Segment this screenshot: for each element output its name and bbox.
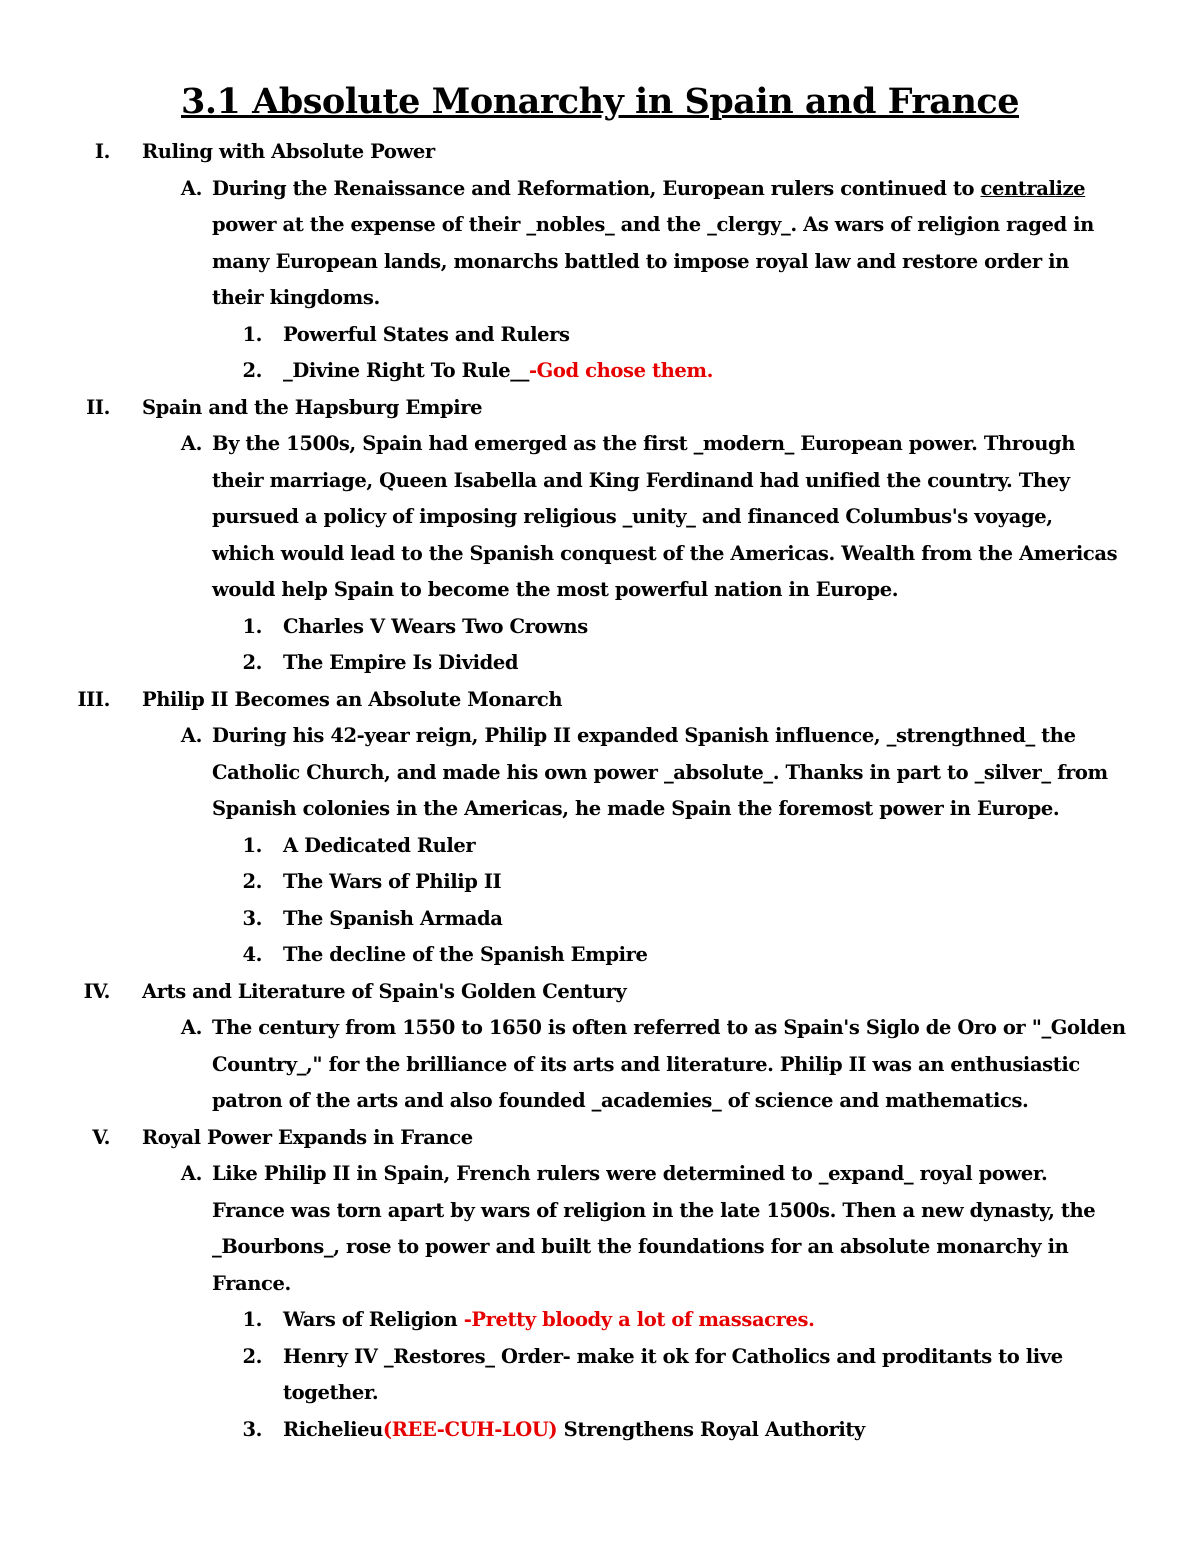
subitem-number: 1. — [242, 614, 262, 638]
section-heading: Royal Power Expands in France — [142, 1125, 473, 1149]
item-text-line — [212, 171, 1085, 208]
subitem-number: 4. — [242, 943, 262, 966]
item-text-line — [212, 207, 1094, 244]
item-text: their kingdoms. — [212, 286, 380, 309]
subitem-text — [283, 864, 501, 901]
subitem-label: The Spanish Armada — [283, 906, 503, 930]
item-text-line — [212, 791, 1059, 828]
item-text: France was torn apart by wars of religion in the late 1500s. Then a new dynasty, the — [212, 1198, 1096, 1222]
item-text: Like Philip II in Spain, French rulers were determined to _expand_ royal power. — [212, 1162, 1048, 1185]
item-text: The century from 1550 to 1650 is often referred to as Spain's Siglo de Oro or "_Golden — [212, 1016, 1126, 1039]
item-text-line — [212, 1010, 1126, 1047]
subitem-number: 3. — [242, 906, 262, 930]
subitem-label: Wars of Religion — [283, 1308, 464, 1331]
item-text-line — [212, 1266, 291, 1303]
subitem-label: _Divine Right To Rule__ — [283, 359, 529, 382]
subitem-text — [283, 828, 475, 865]
subitem-text — [283, 317, 570, 354]
section-numeral: V. — [92, 1125, 110, 1149]
subitem-continuation: together. — [283, 1381, 379, 1404]
subitem-text — [283, 1339, 1063, 1376]
subitem-number: 2. — [242, 870, 262, 893]
item-text: During the Renaissance and Reformation, European rulers continued to — [212, 176, 981, 200]
item-letter: A. — [180, 724, 202, 747]
item-text-line — [212, 1083, 1028, 1120]
subitem-label: Powerful States and Rulers — [283, 322, 570, 346]
item-text: their marriage, Queen Isabella and King Ferdinand had unified the country. They — [212, 468, 1070, 492]
item-text: _Bourbons_, rose to power and built the foundations for an absolute monarchy in — [212, 1235, 1069, 1258]
subitem-text — [283, 937, 647, 974]
item-text-line — [212, 1229, 1068, 1266]
item-text: patron of the arts and also founded _academies_ of science and mathematics. — [212, 1089, 1029, 1112]
red-note: -God chose them. — [528, 359, 713, 382]
section-numeral: III. — [77, 687, 110, 711]
subitem-label: Henry IV _Restores_ Order- make it ok for Catholics and proditants to live — [283, 1344, 1063, 1368]
red-note: (REE-CUH-LOU) — [382, 1417, 558, 1441]
section-numeral: IV. — [83, 979, 110, 1003]
subitem-label: Charles V Wears Two Crowns — [283, 614, 588, 638]
item-text: pursued a policy of imposing religious _unity_ and financed Columbus's voyage, — [212, 505, 1053, 528]
subitem-text — [283, 1412, 865, 1449]
subitem-number: 2. — [242, 359, 262, 382]
item-text-line — [212, 499, 1053, 536]
item-text-line — [212, 755, 1108, 792]
subitem-label: The Empire Is Divided — [283, 651, 519, 674]
subitem-number: 1. — [242, 1308, 262, 1331]
item-text: many European lands, monarchs battled to impose royal law and restore order in — [212, 249, 1069, 273]
item-text-line — [212, 244, 1069, 281]
item-text-line — [212, 572, 898, 609]
item-text-line — [212, 1047, 1080, 1084]
section-numeral: I. — [94, 140, 110, 163]
item-text-line — [212, 536, 1117, 573]
subitem-label: The decline of the Spanish Empire — [283, 943, 648, 966]
section-numeral: II. — [86, 395, 110, 419]
underlined-term: centralize — [980, 176, 1086, 200]
item-text: Catholic Church, and made his own power _absolute_. Thanks in part to _silver_ from — [212, 760, 1108, 784]
item-text-line — [212, 718, 1076, 755]
item-letter: A. — [180, 432, 202, 455]
item-text-line — [212, 1156, 1047, 1193]
section-heading: Philip II Becomes an Absolute Monarch — [142, 687, 563, 711]
subitem-label: Richelieu — [283, 1417, 383, 1441]
subitem-text — [283, 1302, 815, 1339]
page-title: 3.1 Absolute Monarchy in Spain and France — [181, 81, 1019, 122]
subitem-number: 2. — [242, 651, 262, 674]
subitem-text — [283, 609, 588, 646]
subitem-text — [283, 353, 713, 390]
subitem-label: The Wars of Philip II — [283, 870, 502, 893]
item-text: Country_," for the brilliance of its arts and literature. Philip II was an enthusiastic — [212, 1052, 1080, 1076]
item-text: By the 1500s, Spain had emerged as the first _modern_ European power. Through — [212, 432, 1076, 455]
item-text-line — [212, 426, 1075, 463]
subitem-label-tail: Strengthens Royal Authority — [557, 1417, 865, 1441]
section-heading: Ruling with Absolute Power — [142, 140, 435, 163]
item-text-line — [212, 280, 380, 317]
item-text: which would lead to the Spanish conquest of the Americas. Wealth from the Americas — [212, 541, 1118, 565]
subitem-text — [283, 645, 518, 682]
subitem-number: 1. — [242, 833, 262, 857]
red-note: -Pretty bloody a lot of massacres. — [463, 1308, 815, 1331]
item-text: France. — [212, 1271, 291, 1295]
item-text: would help Spain to become the most powerful nation in Europe. — [212, 578, 899, 601]
item-text-line — [212, 1193, 1095, 1230]
item-letter: A. — [180, 1162, 202, 1185]
item-text: Spanish colonies in the Americas, he made Spain the foremost power in Europe. — [212, 797, 1060, 820]
section-heading: Spain and the Hapsburg Empire — [142, 395, 483, 419]
subitem-number: 3. — [242, 1417, 262, 1441]
subitem-number: 1. — [242, 322, 262, 346]
subitem-label: A Dedicated Ruler — [283, 833, 476, 857]
subitem-text — [283, 901, 503, 938]
item-letter: A. — [180, 1016, 202, 1039]
item-text: During his 42-year reign, Philip II expanded Spanish influence, _strengthned_ the — [212, 724, 1076, 747]
section-heading: Arts and Literature of Spain's Golden Century — [142, 979, 627, 1003]
item-letter: A. — [180, 176, 202, 200]
subitem-number: 2. — [242, 1344, 262, 1368]
item-text: power at the expense of their _nobles_ and the _clergy_. As wars of religion raged in — [212, 213, 1094, 236]
item-text-line — [212, 463, 1070, 500]
